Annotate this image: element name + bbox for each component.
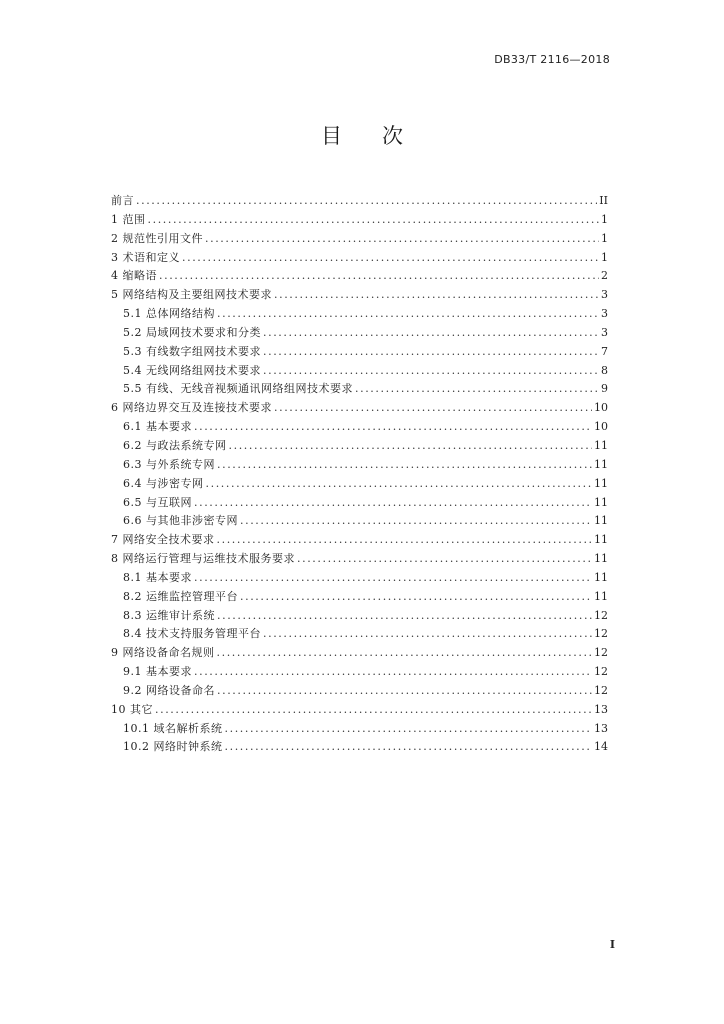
- toc-entry-page: 3: [601, 307, 608, 321]
- dot-leader: [240, 512, 592, 531]
- dot-leader: [225, 720, 593, 739]
- toc-entry[interactable]: [111, 380, 608, 399]
- toc-entry-page: 8: [601, 363, 608, 377]
- toc-entry-page: 11: [594, 552, 608, 566]
- toc-entry-title: 8.4 技术支持服务管理平台: [123, 627, 261, 641]
- page-number: I: [609, 938, 615, 951]
- dot-leader: [240, 588, 592, 607]
- dot-leader: [194, 494, 592, 513]
- toc-entry-page: 14: [594, 740, 608, 754]
- dot-leader: [229, 437, 593, 456]
- toc-entry[interactable]: [111, 494, 608, 513]
- dot-leader: [217, 531, 593, 550]
- toc-entry-title: 6 网络边界交互及连接技术要求: [111, 401, 272, 415]
- toc-entry[interactable]: [111, 267, 608, 286]
- dot-leader: [206, 475, 593, 494]
- toc-entry-title: 3 术语和定义: [111, 250, 180, 264]
- toc-entry-title: 5.2 局域网技术要求和分类: [123, 325, 261, 339]
- toc-entry-page: 10: [594, 401, 608, 415]
- toc-entry[interactable]: [111, 475, 608, 494]
- toc-entry-title: 8.2 运维监控管理平台: [123, 589, 238, 603]
- dot-leader: [217, 644, 593, 663]
- page-title: [0, 120, 724, 150]
- dot-leader: [263, 625, 592, 644]
- dot-leader: [159, 267, 599, 286]
- toc-entry[interactable]: [111, 531, 608, 550]
- toc-entry-title: 6.2 与政法系统专网: [123, 438, 227, 452]
- toc-entry[interactable]: [111, 720, 608, 739]
- toc-entry-page: 11: [594, 457, 608, 471]
- toc-entry[interactable]: [111, 286, 608, 305]
- table-of-contents: [111, 192, 608, 757]
- toc-entry[interactable]: [111, 607, 608, 626]
- dot-leader: [136, 192, 597, 211]
- title-char-2: 次: [382, 124, 403, 148]
- toc-entry-page: 12: [594, 683, 608, 697]
- toc-entry-page: 11: [594, 438, 608, 452]
- toc-entry[interactable]: [111, 192, 608, 211]
- toc-entry-page: 11: [594, 589, 608, 603]
- dot-leader: [148, 211, 600, 230]
- toc-entry[interactable]: [111, 437, 608, 456]
- toc-entry-title: 5.3 有线数字组网技术要求: [123, 344, 261, 358]
- toc-entry-title: 5.4 无线网络组网技术要求: [123, 363, 261, 377]
- toc-entry[interactable]: [111, 588, 608, 607]
- toc-entry-title: 8 网络运行管理与运维技术服务要求: [111, 552, 295, 566]
- toc-entry[interactable]: [111, 701, 608, 720]
- toc-entry-page: 7: [601, 344, 608, 358]
- toc-entry-title: 9.2 网络设备命名: [123, 683, 215, 697]
- toc-entry-page: 3: [601, 325, 608, 339]
- dot-leader: [263, 343, 599, 362]
- toc-entry-page: 10: [594, 420, 608, 434]
- toc-entry[interactable]: [111, 569, 608, 588]
- toc-entry-title: 9.1 基本要求: [123, 665, 192, 679]
- toc-entry-page: 1: [601, 212, 608, 226]
- toc-entry-title: 10.2 网络时钟系统: [123, 740, 223, 754]
- toc-entry-title: 10 其它: [111, 702, 153, 716]
- toc-entry-page: 1: [601, 231, 608, 245]
- toc-entry[interactable]: [111, 324, 608, 343]
- toc-entry[interactable]: [111, 625, 608, 644]
- dot-leader: [194, 569, 592, 588]
- toc-entry-page: 11: [594, 514, 608, 528]
- toc-entry[interactable]: [111, 399, 608, 418]
- toc-entry-page: 13: [594, 721, 608, 735]
- dot-leader: [155, 701, 592, 720]
- dot-leader: [194, 418, 592, 437]
- toc-entry-title: 6.4 与涉密专网: [123, 476, 204, 490]
- toc-entry-page: 12: [594, 608, 608, 622]
- toc-entry-page: 13: [594, 702, 608, 716]
- standard-code: DB33/T 2116—2018: [494, 53, 610, 66]
- dot-leader: [217, 607, 592, 626]
- dot-leader: [205, 230, 599, 249]
- toc-entry-title: 6.6 与其他非涉密专网: [123, 514, 238, 528]
- toc-entry-title: 2 规范性引用文件: [111, 231, 203, 245]
- toc-entry[interactable]: [111, 682, 608, 701]
- dot-leader: [297, 550, 592, 569]
- toc-entry-title: 8.3 运维审计系统: [123, 608, 215, 622]
- dot-leader: [263, 324, 599, 343]
- toc-entry-title: 5.1 总体网络结构: [123, 307, 215, 321]
- toc-entry-title: 7 网络安全技术要求: [111, 533, 215, 547]
- toc-entry[interactable]: [111, 663, 608, 682]
- toc-entry-page: 9: [601, 382, 608, 396]
- toc-entry-page: II: [599, 194, 608, 207]
- toc-entry-title: 1 范围: [111, 212, 146, 226]
- toc-entry-page: 12: [594, 665, 608, 679]
- toc-entry[interactable]: [111, 738, 608, 757]
- toc-entry[interactable]: [111, 550, 608, 569]
- toc-entry-title: 前言: [111, 194, 134, 207]
- dot-leader: [263, 362, 599, 381]
- toc-entry-title: 5 网络结构及主要组网技术要求: [111, 288, 272, 302]
- dot-leader: [274, 399, 592, 418]
- dot-leader: [217, 682, 592, 701]
- toc-entry-page: 11: [594, 495, 608, 509]
- dot-leader: [217, 456, 592, 475]
- toc-entry[interactable]: [111, 362, 608, 381]
- toc-entry[interactable]: [111, 249, 608, 268]
- dot-leader: [225, 738, 593, 757]
- toc-entry-title: 6.3 与外系统专网: [123, 457, 215, 471]
- dot-leader: [274, 286, 599, 305]
- toc-entry-title: 5.5 有线、无线音视频通讯网络组网技术要求: [123, 382, 353, 396]
- toc-entry[interactable]: [111, 230, 608, 249]
- toc-entry-title: 6.5 与互联网: [123, 495, 192, 509]
- toc-entry-page: 1: [601, 250, 608, 264]
- toc-entry-title: 4 缩略语: [111, 269, 157, 283]
- title-char-1: 目: [321, 124, 342, 148]
- toc-entry[interactable]: [111, 211, 608, 230]
- toc-entry-page: 11: [594, 533, 608, 547]
- toc-entry-page: 11: [594, 476, 608, 490]
- toc-entry[interactable]: [111, 644, 608, 663]
- toc-entry-title: 10.1 域名解析系统: [123, 721, 223, 735]
- toc-entry-page: 11: [594, 570, 608, 584]
- toc-entry-title: 9 网络设备命名规则: [111, 646, 215, 660]
- dot-leader: [217, 305, 599, 324]
- toc-entry[interactable]: [111, 343, 608, 362]
- toc-entry-page: 2: [601, 269, 608, 283]
- dot-leader: [182, 249, 599, 268]
- dot-leader: [355, 380, 599, 399]
- toc-entry[interactable]: [111, 512, 608, 531]
- toc-entry[interactable]: [111, 418, 608, 437]
- toc-entry-title: 6.1 基本要求: [123, 420, 192, 434]
- toc-entry-page: 3: [601, 288, 608, 302]
- toc-entry[interactable]: [111, 305, 608, 324]
- toc-entry[interactable]: [111, 456, 608, 475]
- dot-leader: [194, 663, 592, 682]
- toc-entry-title: 8.1 基本要求: [123, 570, 192, 584]
- toc-entry-page: 12: [594, 627, 608, 641]
- toc-entry-page: 12: [594, 646, 608, 660]
